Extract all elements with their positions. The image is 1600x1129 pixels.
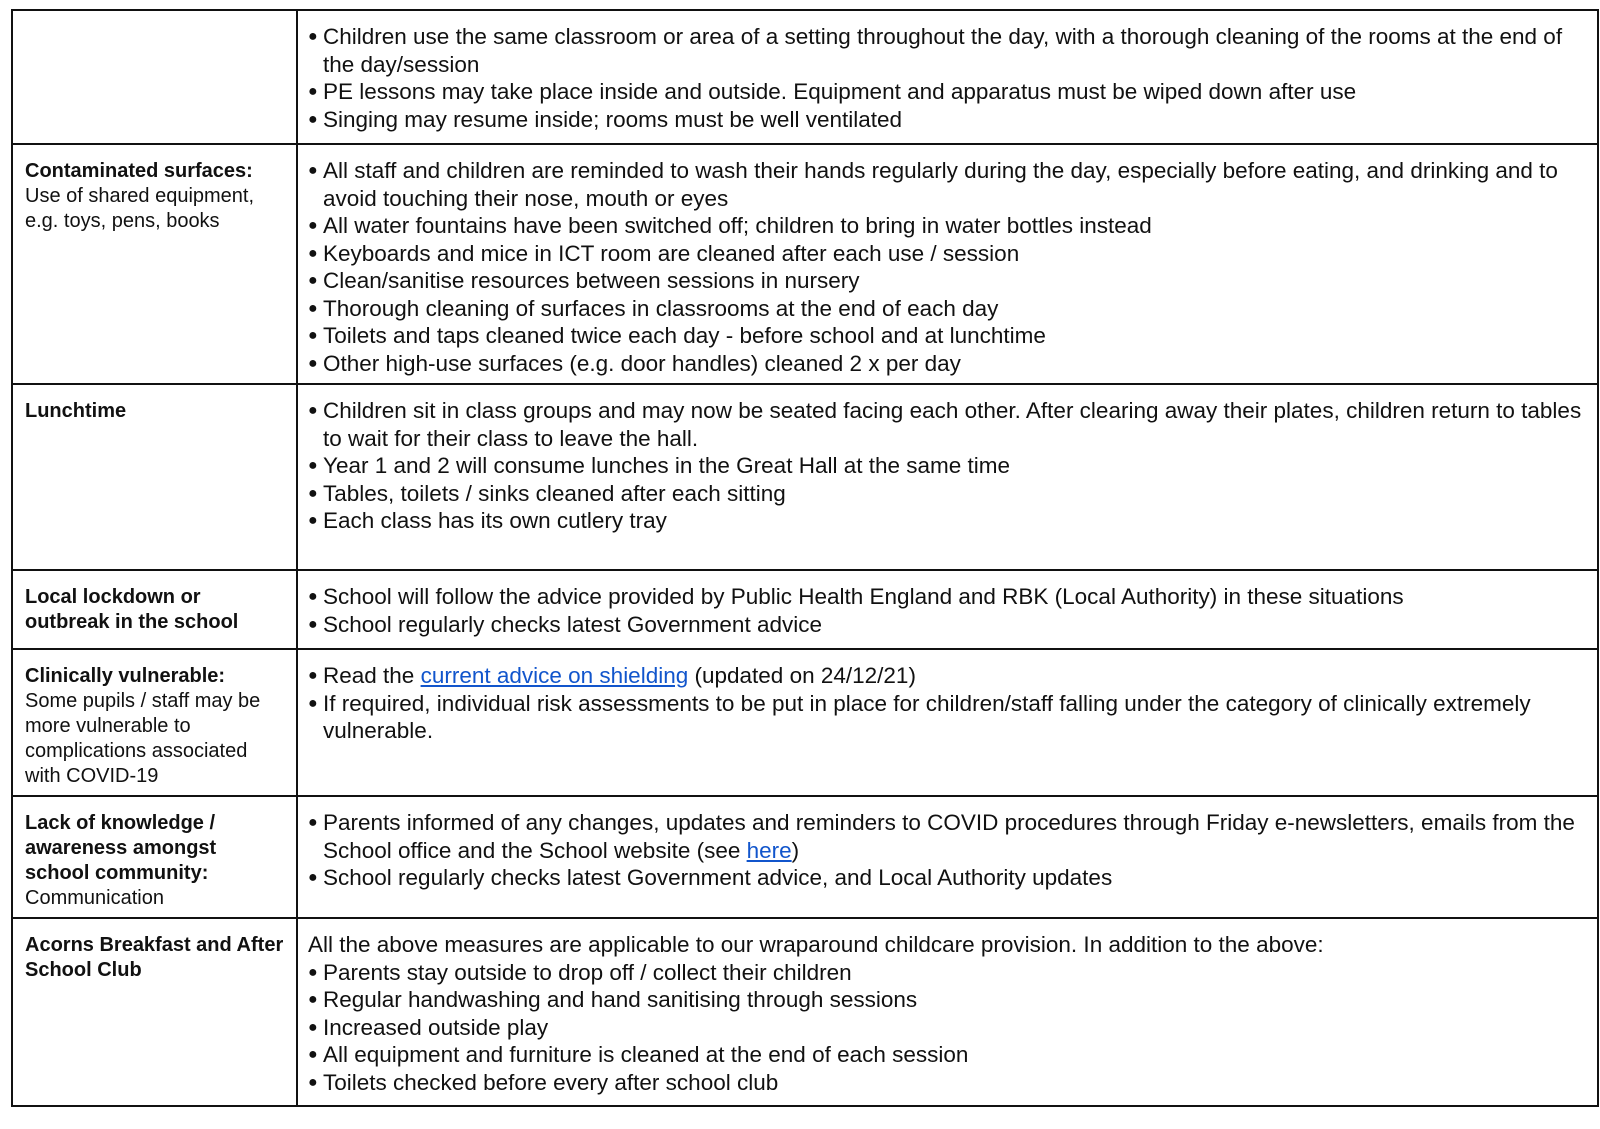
list-item: ● If required, individual risk assessments to be put in place for children/staff falling under the category of clinically extremely vulnerable.: [308, 690, 1587, 745]
list-item: ● Regular handwashing and hand sanitising through sessions: [308, 986, 1587, 1014]
list-item: ● School regularly checks latest Government advice: [308, 611, 1587, 639]
control-measures-cell: [297, 10, 1598, 144]
hazard-cell: [12, 796, 297, 918]
list-item: ● Clean/sanitise resources between sessions in nursery: [308, 267, 1587, 295]
hazard-cell: [12, 384, 297, 570]
control-measures-cell: [297, 649, 1598, 796]
bullet-list: [308, 662, 1587, 745]
text-before-link: Read the: [323, 663, 421, 688]
bullet-list: [308, 157, 1587, 377]
list-item: ● Toilets checked before every after school club: [308, 1069, 1587, 1097]
list-item: ● Children use the same classroom or area of a setting throughout the day, with a thorough cleaning of the rooms at the end of the day/session: [308, 23, 1587, 78]
text-after-link: (updated on 24/12/21): [688, 663, 916, 688]
hazard-title: Lack of knowledge / awareness amongst school community:: [25, 812, 217, 884]
hazard-title: Acorns Breakfast and After School Club: [25, 934, 284, 981]
list-item: ● Toilets and taps cleaned twice each day - before school and at lunchtime: [308, 322, 1587, 350]
list-item: ● Thorough cleaning of surfaces in classrooms at the end of each day: [308, 295, 1587, 323]
hazard-cell: [12, 570, 297, 649]
hazard-title: Clinically vulnerable:: [25, 665, 226, 687]
control-measures-cell: [297, 570, 1598, 649]
list-item: ● All water fountains have been switched off; children to bring in water bottles instead: [308, 212, 1587, 240]
hazard-title: Contaminated surfaces:: [25, 160, 253, 182]
hazard-title: Local lockdown or outbreak in the school: [25, 586, 239, 633]
hazard-title: Lunchtime: [25, 400, 127, 422]
control-measures-cell: [297, 918, 1598, 1106]
table-row: [12, 796, 1598, 918]
control-measures-cell: [297, 144, 1598, 384]
list-item: ● PE lessons may take place inside and outside. Equipment and apparatus must be wiped down after use: [308, 78, 1587, 106]
hazard-cell: [12, 10, 297, 144]
list-item: ● All staff and children are reminded to wash their hands regularly during the day, especially before eating, and drinking and to avoid touching their nose, mouth or eyes: [308, 157, 1587, 212]
list-item: ● Other high-use surfaces (e.g. door handles) cleaned 2 x per day: [308, 350, 1587, 378]
bullet-list: [308, 809, 1587, 892]
bullet-list: [308, 583, 1587, 638]
hazard-cell: [12, 144, 297, 384]
hazard-cell: [12, 649, 297, 796]
list-item: ● Year 1 and 2 will consume lunches in the Great Hall at the same time: [308, 452, 1587, 480]
list-item: ● Children sit in class groups and may now be seated facing each other. After clearing away their plates, children return to tables to wait for their class to leave the hall.: [308, 397, 1587, 452]
table-row: [12, 649, 1598, 796]
intro-text: All the above measures are applicable to our wraparound childcare provision. In addition to the above:: [308, 932, 1324, 957]
text-before-link: Parents informed of any changes, updates and reminders to COVID procedures through Friday e-newsletters, emails from the School office and the School website (see: [323, 810, 1575, 863]
bullet-list: [308, 397, 1587, 535]
table-row: [12, 144, 1598, 384]
table-row: [12, 10, 1598, 144]
list-item: ● Singing may resume inside; rooms must be well ventilated: [308, 106, 1587, 134]
table-row: [12, 570, 1598, 649]
list-item: [308, 662, 1587, 690]
school-website-link[interactable]: here: [746, 837, 792, 863]
list-item: ● All equipment and furniture is cleaned at the end of each session: [308, 1041, 1587, 1069]
list-item: ● School regularly checks latest Government advice, and Local Authority updates: [308, 864, 1587, 892]
hazard-description: Some pupils / staff may be more vulnerable to complications associated with COVID-19: [25, 690, 261, 787]
table-row: [12, 918, 1598, 1106]
hazard-description: Communication: [25, 887, 164, 909]
text-after-link: ): [791, 837, 800, 863]
bullet-list: [308, 23, 1587, 133]
control-measures-cell: [297, 796, 1598, 918]
list-item: ● Keyboards and mice in ICT room are cleaned after each use / session: [308, 240, 1587, 268]
risk-assessment-table: [11, 9, 1599, 1107]
list-item: ● School will follow the advice provided by Public Health England and RBK (Local Authority) in these situations: [308, 583, 1587, 611]
control-measures-cell: [297, 384, 1598, 570]
hazard-description: Use of shared equipment, e.g. toys, pens, books: [25, 185, 255, 232]
list-item: [308, 809, 1587, 864]
table-row: [12, 384, 1598, 570]
list-item: ● Tables, toilets / sinks cleaned after each sitting: [308, 480, 1587, 508]
list-item: ● Each class has its own cutlery tray: [308, 507, 1587, 535]
list-item: ● Increased outside play: [308, 1014, 1587, 1042]
shielding-advice-link[interactable]: current advice on shielding: [420, 663, 689, 688]
bullet-list: [308, 959, 1587, 1097]
list-item: ● Parents stay outside to drop off / collect their children: [308, 959, 1587, 987]
hazard-cell: [12, 918, 297, 1106]
